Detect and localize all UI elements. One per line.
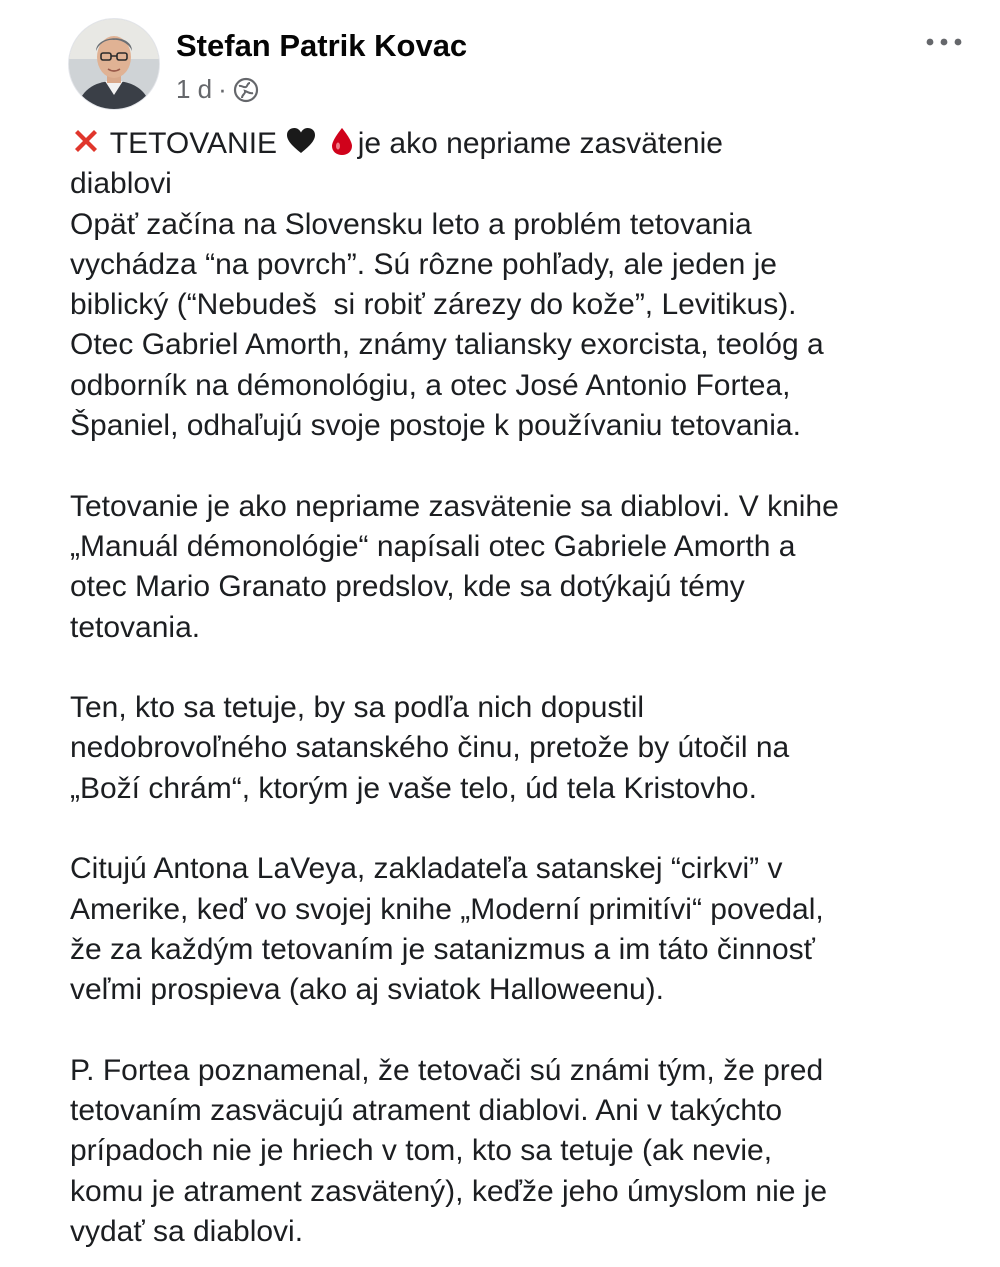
- avatar[interactable]: [68, 18, 160, 110]
- post-meta: [176, 74, 259, 105]
- paragraph-1: Opäť začína na Slovensku leto a problém tetovania vychádza “na povrch”. Sú rôzne pohľady, ale jeden je biblický (“Nebudeš si robiť zárezy do kože”, Levitikus). Otec Gabriel Amorth, známy taliansky exorcista, teológ a odborník na démonológiu, a otec José Antonio Fortea, Španiel, odhaľujú svoje postoje k používaniu tetovania.: [70, 207, 824, 443]
- author-name[interactable]: Stefan Patrik Kovac: [176, 28, 468, 63]
- cross-mark-icon: [70, 125, 102, 157]
- black-heart-icon: [285, 125, 317, 157]
- drop-of-blood-icon: [326, 125, 358, 157]
- post-header: [68, 18, 968, 110]
- paragraph-4: Citujú Antona LaVeya, zakladateľa satanskej “cirkvi” v Amerike, keď vo svojej knihe „Moderní primitívi“ povedal, že za každým tetovaním je satanizmus a im táto činnosť veľmi prospieva (ako aj sviatok Halloweenu).: [70, 852, 824, 1007]
- headline: [70, 124, 960, 205]
- paragraph-5: P. Fortea poznamenal, že tetovači sú známi tým, že pred tetovaním zasväcujú atrament diablovi. Ani v takýchto prípadoch nie je hriech v tom, kto sa tetuje (ak nevie, komu je atrament zasvätený), keďže jeho úmyslom nie je vydať sa diablovi.: [70, 1053, 828, 1249]
- headline-rest: je ako nepriame zasvätenie: [357, 127, 723, 160]
- headline-word: TETOVANIE: [109, 127, 278, 160]
- more-options-button[interactable]: [920, 24, 968, 60]
- post-time[interactable]: 1 d: [176, 74, 213, 104]
- meta-separator: ·: [218, 74, 227, 104]
- more-dots-icon: [924, 36, 964, 48]
- post-body: [70, 124, 960, 1252]
- paragraph-2: Tetovanie je ako nepriame zasvätenie sa diablovi. V knihe „Manuál démonológie“ napísali otec Gabriele Amorth a otec Mario Granato predslov, kde sa dotýkajú témy tetovania.: [70, 489, 839, 644]
- globe-icon: [233, 77, 259, 103]
- headline-line2: diablovi: [70, 167, 172, 201]
- paragraph-3: Ten, kto sa tetuje, by sa podľa nich dopustil nedobrovoľného satanského činu, pretože by útočil na „Boží chrám“, ktorým je vaše telo, úd tela Kristovho.: [70, 691, 790, 805]
